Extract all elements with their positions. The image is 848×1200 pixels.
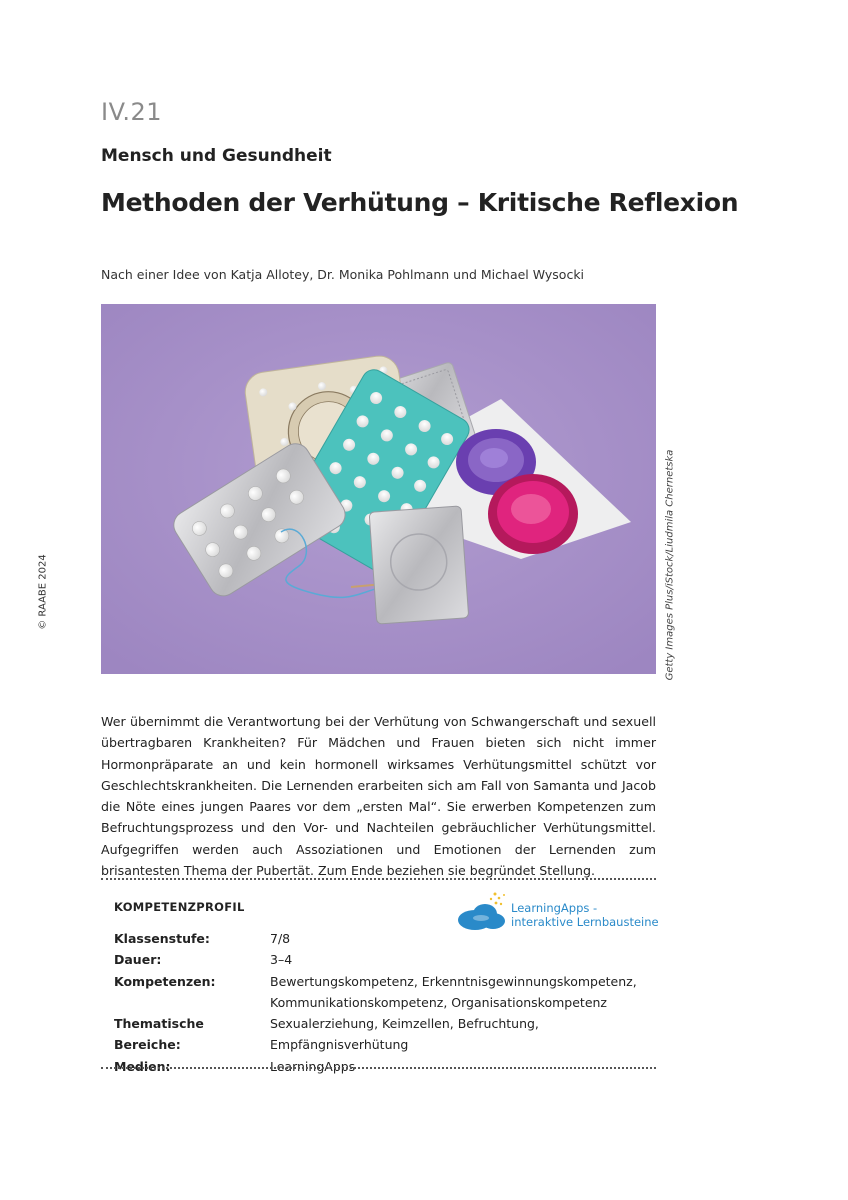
divider-top [101, 878, 656, 880]
series-title: Mensch und Gesundheit [101, 146, 332, 166]
row-value: 7/8 [270, 931, 291, 946]
photo-credit: Getty Images Plus/iStock/Liudmila Chernetska [664, 449, 676, 681]
chapter-number: IV.21 [101, 98, 163, 126]
row-key: Dauer: [114, 952, 162, 968]
logo-line-1: LearningApps - [511, 901, 598, 915]
authors-line: Nach einer Idee von Katja Allotey, Dr. Monika Pohlmann und Michael Wysocki [101, 267, 585, 282]
row-key: Klassenstufe: [114, 931, 210, 946]
row-value: LearningApps [270, 1058, 356, 1074]
table-row [114, 971, 659, 992]
contraceptives-photo [101, 304, 656, 674]
row-key: Kompetenzen: [114, 973, 216, 989]
row-key [114, 992, 270, 1013]
row-key: Medien: [114, 1058, 171, 1074]
row-value: Kommunikationskompetenz, Organisationskompetenz [270, 994, 607, 1010]
row-value: Sexualerziehung, Keimzellen, Befruchtung, Empfängnisverhütung [270, 1016, 539, 1053]
table-row [114, 992, 659, 1013]
logo-line-2: interaktive Lernbausteine [511, 915, 659, 929]
profile-heading: KOMPETENZPROFIL [114, 900, 245, 914]
intro-paragraph: Wer übernimmt die Verantwortung bei der Verhütung von Schwangerschaft und sexuell übertragbaren Krankheiten? Für Mädchen und Frauen bieten sich nicht immer Hormonpräparate an und kein hormonell wirksames Verhütungsmittel schützt vor Geschlechtskrankheiten. Die Lernenden erarbeiten sich am Fall von Samanta und Jacob die Nöte eines jungen Paares vor dem „ersten Mal“. Sie erwerben Kompetenzen zum Befruchtungsprozess und den Vor- und Nachteilen gebräuchlicher Verhütungsmittel. Aufgegriffen werden auch Assoziationen und Emotionen der Lernenden zum brisantesten Thema der Pubertät. Zum Ende beziehen sie begründet Stellung. [101, 714, 656, 879]
table-row [114, 928, 659, 949]
page-title: Methoden der Verhütung – Kritische Reflexion [101, 188, 739, 217]
table-row [114, 949, 659, 970]
row-value: Bewertungskompetenz, Erkenntnisgewinnungskompetenz, [270, 973, 637, 989]
divider-bottom [101, 1067, 656, 1069]
row-key: Thematische Bereiche: [114, 1016, 204, 1053]
row-value: 3–4 [270, 952, 293, 968]
copyright-note: © RAABE 2024 [37, 554, 49, 630]
table-row [114, 1013, 659, 1056]
competence-profile-table [114, 928, 659, 1077]
